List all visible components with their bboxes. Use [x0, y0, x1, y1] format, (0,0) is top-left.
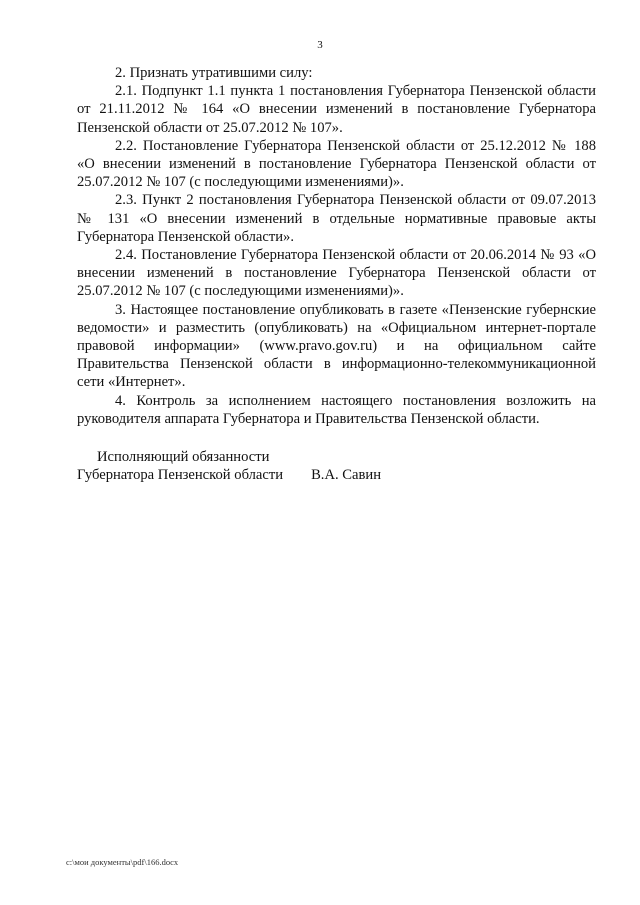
signature-block	[77, 448, 381, 484]
paragraph-item-2: 2. Признать утратившими силу:	[115, 65, 313, 81]
paragraph-item-2-2: 2.2. Постановление Губернатора Пензенской области от 25.12.2012 № 188 «О внесении изменений в постановление Губернатора Пензенской области от 25.07.2012 № 107 (с последующими изменениями)».	[77, 137, 596, 191]
signatory-title-line2	[77, 466, 381, 484]
paragraph-item-2-1: 2.1. Подпункт 1.1 пункта 1 постановления Губернатора Пензенской области от 21.11.2012 № 164 «О внесении изменений в постановление Губернатора Пензенской области от 25.07.2012 № 107».	[77, 83, 596, 136]
signatory-name: В.А. Савин	[311, 467, 382, 483]
signatory-title-line1: Исполняющий обязанности	[97, 449, 270, 465]
paragraph-item-2-3: 2.3. Пункт 2 постановления Губернатора Пензенской области от 09.07.2013 № 131 «О внесении изменений в отдельные нормативные правовые акты Губернатора Пензенской области».	[77, 192, 596, 245]
signatory-title-text: Губернатора Пензенской области	[77, 467, 284, 483]
page-number: 3	[317, 39, 323, 51]
paragraph-item-2-4: 2.4. Постановление Губернатора Пензенской области от 20.06.2014 № 93 «О внесении изменений в постановление Губернатора Пензенской области от 25.07.2012 № 107 (с последующими изменениями)».	[77, 247, 596, 300]
document-body	[77, 64, 596, 428]
paragraph-item-4: 4. Контроль за исполнением настоящего постановления возложить на руководителя аппарата Губернатора и Правительства Пензенской области.	[77, 392, 596, 427]
footer-file-path: c:\мои документы\pdf\166.docx	[66, 857, 179, 867]
paragraph-item-3: 3. Настоящее постановление опубликовать в газете «Пензенские губернские ведомости» и разместить (опубликовать) на «Официальном интернет-портале правовой информации» (www.pravo.gov.ru) и на официальном сайте Правительства Пензенской области в информационно-телекоммуникационной сети «Интернет».	[77, 301, 596, 391]
